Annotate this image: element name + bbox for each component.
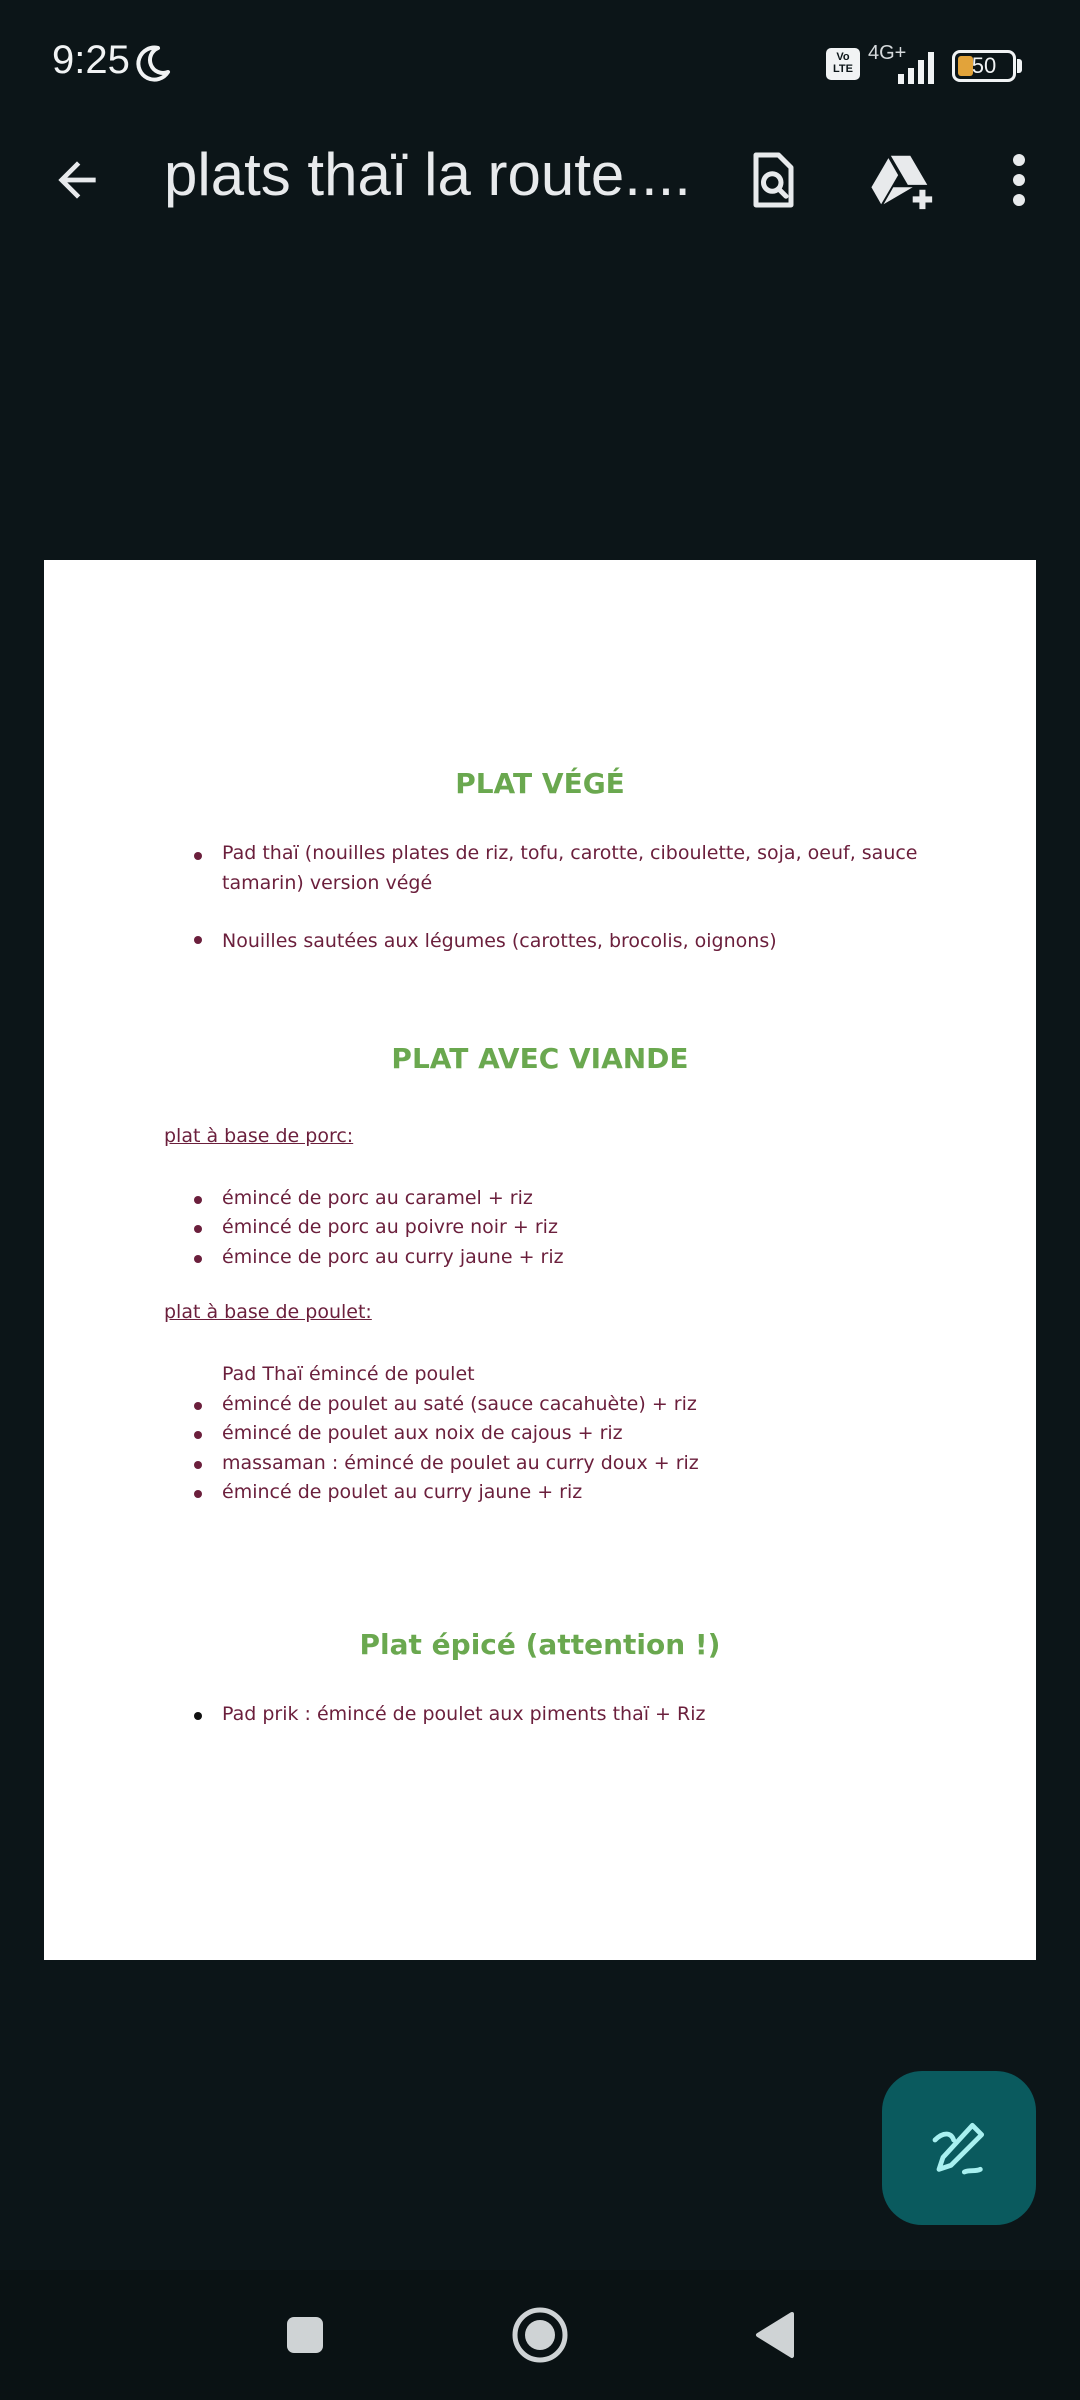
list-item: massaman : émincé de poulet au curry doux + riz	[222, 1452, 699, 1474]
section-heading: PLAT VÉGÉ	[455, 767, 625, 800]
triangle-back-icon	[752, 2310, 798, 2360]
recents-button[interactable]	[270, 2300, 340, 2370]
bullet-icon	[194, 1402, 202, 1410]
bullet-icon	[194, 1712, 202, 1720]
list-item: émincé de poulet aux noix de cajous + riz	[222, 1422, 623, 1444]
section-heading: Plat épicé (attention !)	[359, 1628, 721, 1661]
status-time: 9:25	[52, 38, 130, 82]
arrow-left-icon	[49, 152, 105, 208]
square-recents-icon	[285, 2315, 325, 2355]
battery-tip	[1017, 59, 1022, 73]
list-intro: Pad Thaï émincé de poulet	[222, 1363, 475, 1385]
list-item-continuation: tamarin) version végé	[222, 872, 433, 894]
add-to-drive-button[interactable]	[858, 135, 948, 225]
list-item: Pad prik : émincé de poulet aux piments thaï + Riz	[222, 1703, 706, 1725]
bullet-icon	[194, 1225, 202, 1233]
network-type: 4G+	[868, 42, 907, 64]
document-title: plats thaï la route....	[164, 141, 691, 208]
battery-icon	[952, 50, 1016, 82]
bullet-icon	[194, 1431, 202, 1439]
list-item: Nouilles sautées aux légumes (carottes, brocolis, oignons)	[222, 930, 777, 952]
subsection-label: plat à base de poulet:	[164, 1301, 372, 1323]
bullet-icon	[194, 1255, 202, 1263]
list-item: Pad thaï (nouilles plates de riz, tofu, carotte, ciboulette, soja, oeuf, sauce	[222, 842, 918, 864]
bullet-icon	[194, 1490, 202, 1498]
signal-strength-icon	[884, 50, 940, 84]
list-item: émincé de porc au poivre noir + riz	[222, 1216, 558, 1238]
bullet-icon	[194, 936, 202, 944]
do-not-disturb-moon-icon	[132, 44, 172, 84]
back-nav-button[interactable]	[740, 2300, 810, 2370]
list-item: émincé de porc au caramel + riz	[222, 1187, 533, 1209]
edit-fab-button[interactable]	[882, 2071, 1036, 2225]
back-button[interactable]	[32, 135, 122, 225]
document-page[interactable]	[44, 560, 1036, 1960]
section-heading: PLAT AVEC VIANDE	[391, 1042, 689, 1075]
status-bar	[0, 0, 1080, 130]
find-in-document-button[interactable]	[726, 135, 816, 225]
battery-level: 50	[971, 53, 997, 78]
list-item: émincé de poulet au saté (sauce cacahuète) + riz	[222, 1393, 697, 1415]
more-vertical-icon	[999, 150, 1039, 210]
home-button[interactable]	[505, 2300, 575, 2370]
list-item: émince de porc au curry jaune + riz	[222, 1246, 564, 1268]
volte-badge: Vo LTE	[826, 48, 860, 80]
list-item: émincé de poulet au curry jaune + riz	[222, 1481, 583, 1503]
find-in-document-icon	[741, 150, 801, 210]
add-to-drive-icon	[869, 150, 937, 210]
document-content	[44, 560, 1036, 1960]
bullet-icon	[194, 852, 202, 860]
subsection-label: plat à base de porc:	[164, 1125, 354, 1147]
bullet-icon	[194, 1196, 202, 1204]
edit-pen-icon	[927, 2116, 991, 2180]
circle-home-icon	[511, 2306, 569, 2364]
bullet-icon	[194, 1461, 202, 1469]
more-options-button[interactable]	[974, 135, 1064, 225]
